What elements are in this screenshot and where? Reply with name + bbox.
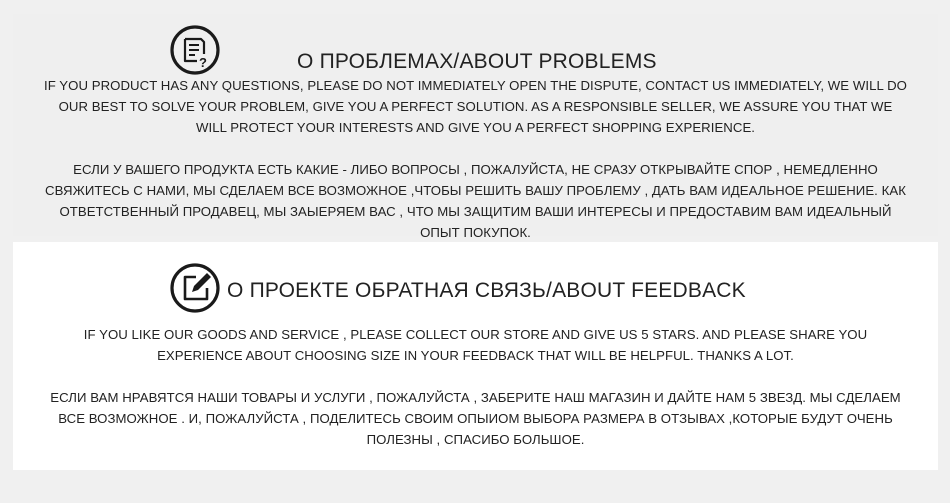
section-title: О ПРОЕКТЕ ОБРАТНАЯ СВЯЗЬ/ABOUT FEEDBACK [227, 279, 746, 302]
edit-square-icon [169, 262, 221, 314]
question-document-icon [169, 24, 221, 76]
section-text-ru: ЕСЛИ ВАМ НРАВЯТСЯ НАШИ ТОВАРЫ И УСЛУГИ , ПОЖАЛУЙСТА , ЗАБЕРИТЕ НАШ МАГАЗИН И ДАЙТЕ НАМ 5 ЗВЕЗД. МЫ СДЕЛАЕМ ВСЕ ВОЗМОЖНОЕ . И, ПОЖАЛУЙСТА , ПОДЕЛИТЕСЬ СВОИМ ОПЫИОМ ВЫБОРА РАЗМЕРА В ОТЗЫВАХ ,КОТОРЫЕ БУДУТ ОЧЕНЬ ПОЛЕЗНЫ , СПАСИБО БОЛЬШОЕ. [50, 390, 901, 447]
section-text-en: IF YOU PRODUCT HAS ANY QUESTIONS, PLEASE DO NOT IMMEDIATELY OPEN THE DISPUTE, CONTACT US IMMEDIATELY, WE WILL DO OUR BEST TO SOLVE YOUR PROBLEM, GIVE YOU A PERFECT SOLUTION. AS A RESPONSIBLE SELLER, WE ASSURE YOU THAT WE WILL PROTECT YOUR INTERESTS AND GIVE YOU A PERFECT SHOPPING EXPERIENCE. [44, 78, 907, 135]
svg-text:?: ? [199, 55, 207, 70]
about-feedback-section [13, 242, 938, 470]
about-problems-section [13, 14, 938, 240]
section-title: О ПРОБЛЕМАХ/ABOUT PROBLEMS [297, 50, 657, 73]
section-text-en: IF YOU LIKE OUR GOODS AND SERVICE , PLEASE COLLECT OUR STORE AND GIVE US 5 STARS. AND PLEASE SHARE YOU EXPERIENCE ABOUT CHOOSING SIZE IN YOUR FEEDBACK THAT WILL BE HELPFUL. THANKS A LOT. [83, 327, 868, 363]
section-text-ru: ЕСЛИ У ВАШЕГО ПРОДУКТА ЕСТЬ КАКИЕ - ЛИБО ВОПРОСЫ , ПОЖАЛУЙСТА, НЕ СРАЗУ ОТКРЫВАЙТЕ СПОР , НЕМЕДЛЕННО СВЯЖИТЕСЬ С НАМИ, МЫ СДЕЛАЕМ ВСЕ ВОЗМОЖНОЕ ,ЧТОБЫ РЕШИТЬ ВАШУ ПРОБЛЕМУ , ДАТЬ ВАМ ИДЕАЛЬНОЕ РЕШЕНИЕ. КАК ОТВЕТСТВЕННЫЙ ПРОДАВЕЦ, МЫ ЗАЫЕРЯЕМ ВАС , ЧТО МЫ ЗАЩИТИМ ВАШИ ИНТЕРЕСЫ И ПРЕДОСТАВИМ ВАМ ИДЕАЛЬНЫЙ ОПЫТ ПОКУПОК. [45, 162, 906, 240]
